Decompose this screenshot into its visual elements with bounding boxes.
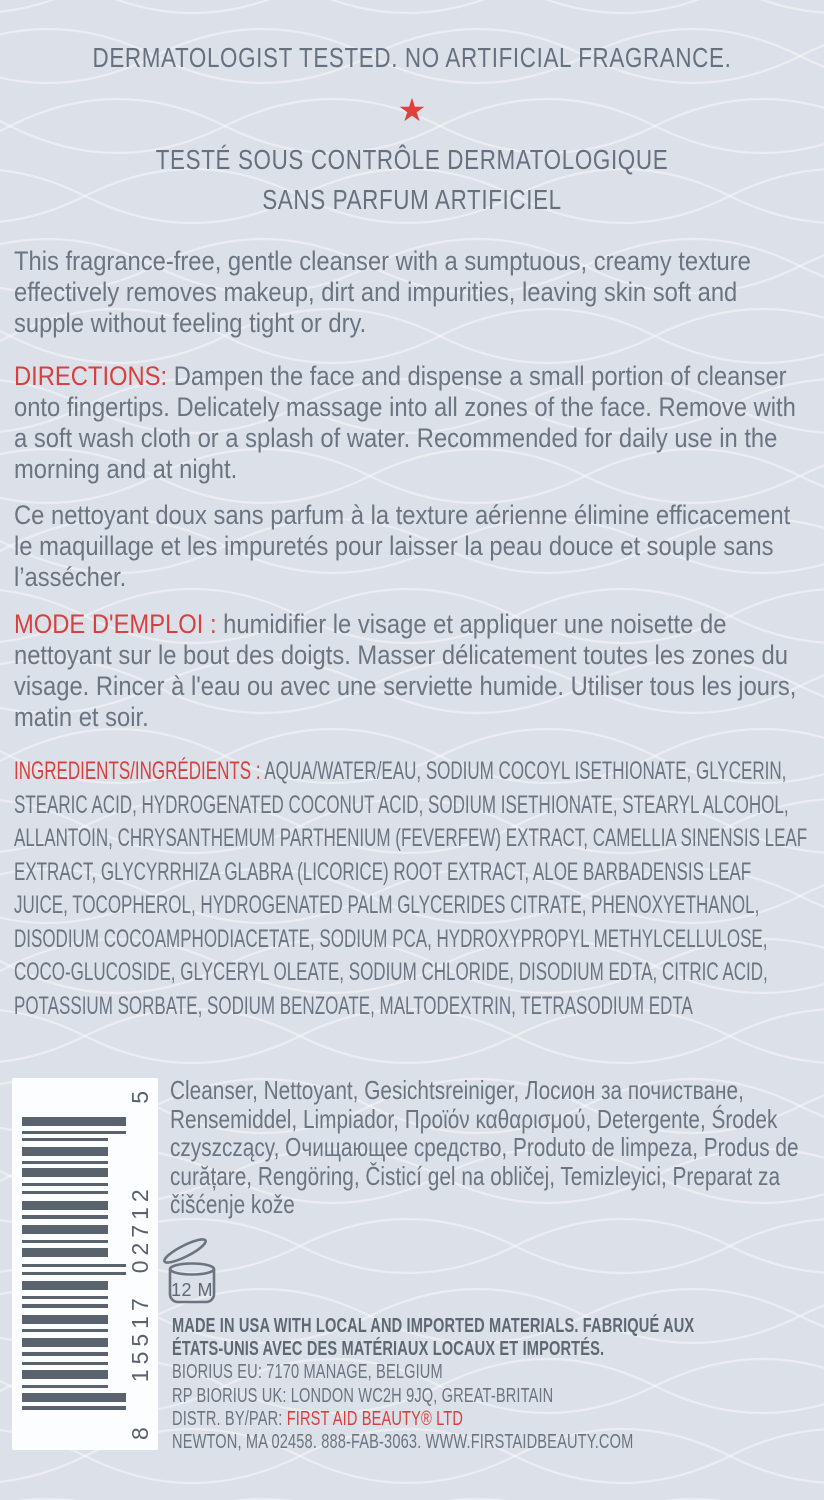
ingredients-label: INGREDIENTS/INGRÉDIENTS : bbox=[14, 757, 261, 785]
mode-demploi-text: humidifier le visage et appliquer une noisette de nettoyant sur le bout des doigts. Masser délicatement toutes les zones du visage. Rincer à l'eau ou avec une serviette humide. Utiliser tous les jours, matin et soir. bbox=[14, 609, 797, 732]
barcode-digit-segment: 15517 bbox=[126, 1293, 153, 1383]
barcode-digit-segment: 8 bbox=[126, 1422, 153, 1440]
directions bbox=[14, 361, 810, 485]
mode-demploi-label: MODE D'EMPLOI : bbox=[14, 609, 217, 639]
contact-line: NEWTON, MA 02458. 888-FAB-3063. WWW.FIRSTAIDBEAUTY.COM bbox=[172, 1431, 634, 1454]
barcode-digit-segment: 5 bbox=[126, 1086, 153, 1104]
mode-demploi bbox=[14, 609, 810, 733]
made-in-statement: MADE IN USA WITH LOCAL AND IMPORTED MATERIALS. FABRIQUÉ AUX ÉTATS-UNIS AVEC DES MATÉRIAUX LOCAUX ET IMPORTÉS. bbox=[172, 1315, 695, 1361]
footer-block bbox=[172, 1315, 802, 1454]
star-icon: ★ bbox=[397, 92, 427, 128]
claim-en: DERMATOLOGIST TESTED. NO ARTIFICIAL FRAGRANCE. bbox=[92, 42, 732, 73]
product-names-multilingual: Cleanser, Nettoyant, Gesichtsreiniger, Лосион за почистване, Rensemiddel, Limpiador, Προϊόν καθαρισμού, Detergente, Środek czyszczący, Очищающее средство, Produto de limpeza, Produs de curățare, Rengöring, Čisticí gel na obličej, Temizleyici, Preparat za čišćenje kože bbox=[170, 1075, 799, 1220]
description-en: This fragrance-free, gentle cleanser with a sumptuous, creamy texture effectively removes makeup, dirt and impurities, leaving skin soft and supple without feeling tight or dry. bbox=[14, 246, 751, 338]
barcode-digits bbox=[126, 1078, 154, 1450]
barcode-bars bbox=[22, 1117, 136, 1414]
claim-fr-line1: TESTÉ SOUS CONTRÔLE DERMATOLOGIQUE bbox=[155, 144, 669, 175]
barcode-digit-segment: 02712 bbox=[126, 1184, 153, 1274]
claim-fr-line2: SANS PARFUM ARTIFICIEL bbox=[262, 184, 562, 215]
description-fr: Ce nettoyant doux sans parfum à la texture aérienne élimine efficacement le maquillage et les impuretés pour laisser la peau douce et souple sans l’assécher. bbox=[14, 500, 791, 592]
distributor-line bbox=[172, 1408, 756, 1431]
ingredients-text: AQUA/WATER/EAU, SODIUM COCOYL ISETHIONATE, GLYCERIN, STEARIC ACID, HYDROGENATED COCONUT ACID, SODIUM ISETHIONATE, STEARYL ALCOHOL, ALLANTOIN, CHRYSANTHEMUM PARTHENIUM (FEVERFEW) EXTRACT, CAMELLIA SINENSIS LEAF EXTRACT, GLYCYRRHIZA GLABRA (LICORICE) ROOT EXTRACT, ALOE BARBADENSIS LEAF JUICE, TOCOPHEROL, HYDROGENATED PALM GLYCERIDES CITRATE, PHENOXYETHANOL, DISODIUM COCOAMPHODIACETATE, SODIUM PCA, HYDROXYPROPYL METHYLCELLULOSE, COCO-GLUCOSIDE, GLYCERYL OLEATE, SODIUM CHLORIDE, DISODIUM EDTA, CITRIC ACID, POTASSIUM SORBATE, SODIUM BENZOATE, MALTODEXTRIN, TETRASODIUM EDTA bbox=[14, 757, 808, 1020]
biorius-uk-line: RP BIORIUS UK: LONDON WC2H 9JQ, GREAT-BRITAIN bbox=[172, 1384, 554, 1407]
directions-text: Dampen the face and dispense a small portion of cleanser onto fingertips. Delicately massage into all zones of the face. Remove with a soft wash cloth or a splash of water. Recommended for daily use in the morning and at night. bbox=[14, 361, 796, 484]
distributor-label: DISTR. BY/PAR: bbox=[172, 1407, 287, 1430]
barcode bbox=[12, 1078, 158, 1450]
pao-duration-label: 12 M bbox=[170, 1280, 214, 1300]
directions-label: DIRECTIONS: bbox=[14, 361, 168, 391]
pao-jar-icon bbox=[162, 1238, 230, 1310]
biorius-eu-line: BIORIUS EU: 7170 MANAGE, BELGIUM bbox=[172, 1361, 443, 1384]
brand-name: FIRST AID BEAUTY® LTD bbox=[286, 1407, 464, 1430]
ingredients bbox=[14, 755, 810, 1023]
